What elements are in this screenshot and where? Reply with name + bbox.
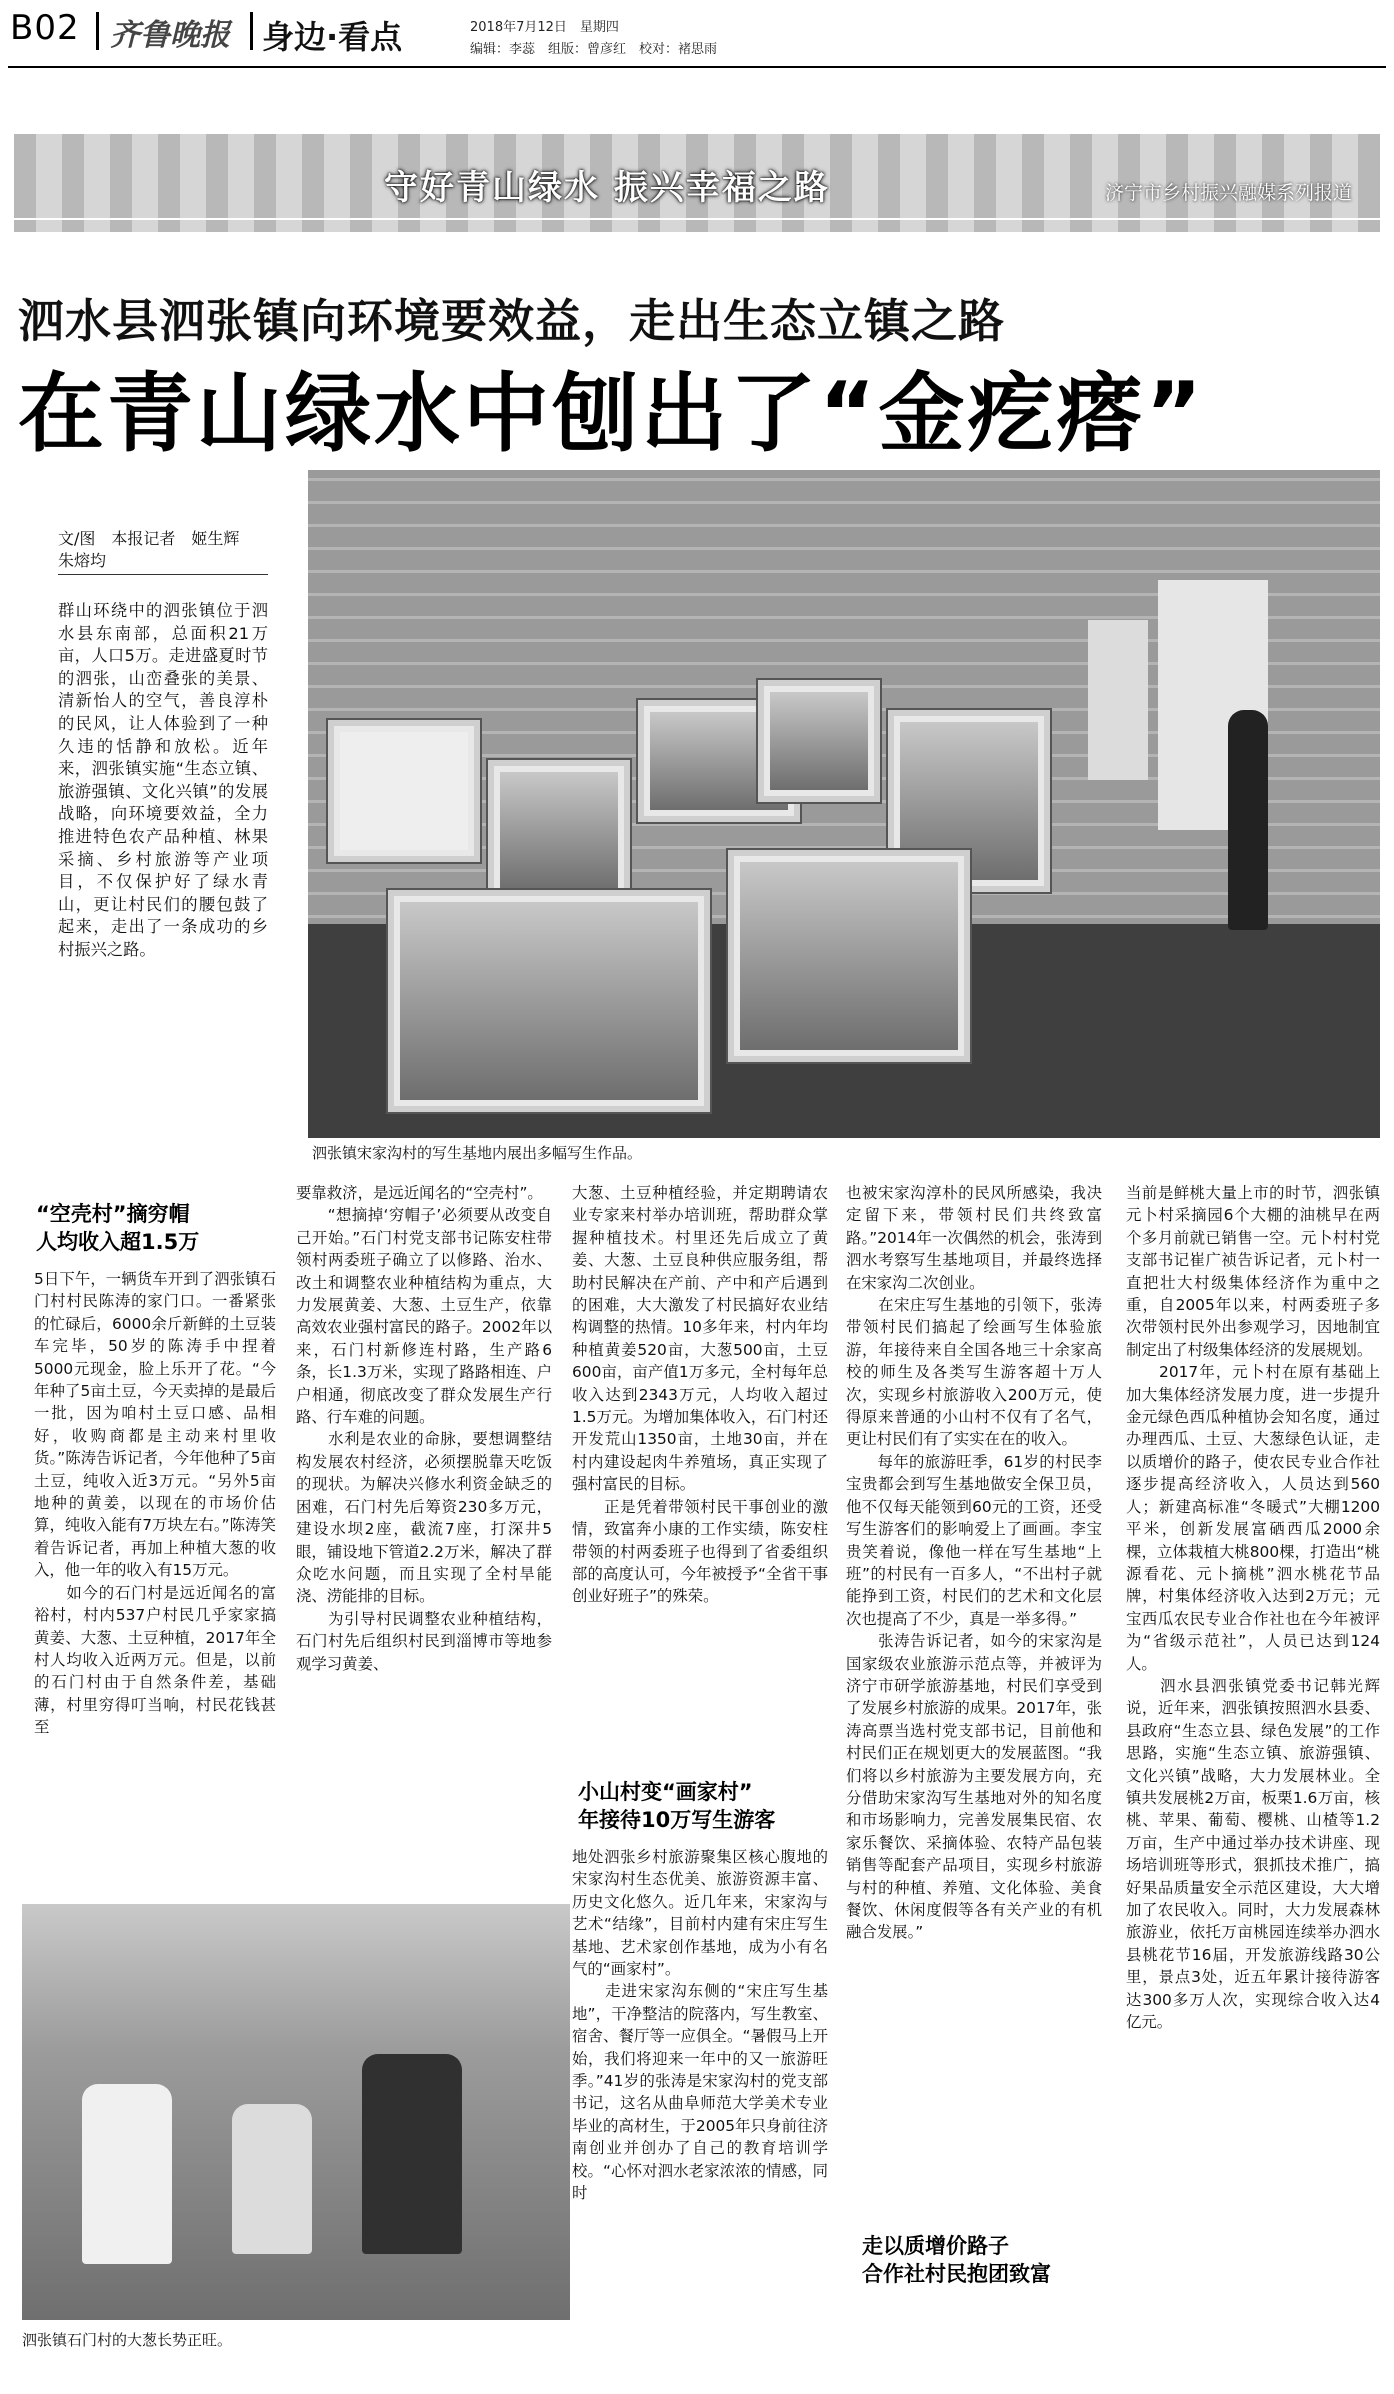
body-column: 也被宋家沟淳朴的民风所感染，我决定留下来，带领村民们共终致富路。”2014年一次偶然的机会，张涛到泗水考察写生基地项目，并最终选择在宋家沟二次创业。 在宋庄写生基地的引领下，张涛带领村民们搞起了绘画写生体验旅游，年接待来自全国各地三十余家高校的师生及各类写生游客超十万人次，实现乡村旅游收入200万元，使得原来普通的小山村不仅有了名气，更让村民们有了实实在在的收入。 每年的旅游旺季，61岁的村民李宝贵都会到写生基地做安全保卫员，他不仅每天能领到60元的工资，还受写生游客们的影响爱上了画画。李宝贵笑着说，像他一样在写生基地“上班”的村民有一百多人，“不出村子就能挣到工资，村民们的艺术和文化层次也提高了不少，真是一举多得。” 张涛告诉记者，如今的宋家沟是国家级农业旅游示范点等，并被评为济宁市研学旅游基地，村民们享受到了发展乡村旅游的成果。2017年，张涛高票当选村党支部书记，目前他和村民们正在规划更大的发展蓝图。“我们将以乡村旅游为主要发展方向，充分借助宋家沟写生基地对外的知名度和市场影响力，完善发展集民宿、农家乐餐饮、采摘体验、农特产品包装销售等配套产品项目，实现乡村旅游与村的种植、养殖、文化体验、美食餐饮、休闲度假等各有关产业的有机融合发展。”: [846, 1184, 1102, 1942]
article-headline: 在青山绿水中刨出了“金疙瘩”: [18, 364, 1206, 464]
farm-photo: [22, 1904, 570, 2320]
farmer-figure: [82, 2084, 172, 2264]
gallery-photo: [308, 470, 1380, 1138]
section-heading: 走以质增价路子 合作社村民抱团致富: [862, 2234, 1051, 2286]
body-column: 5日下午，一辆货车开到了泗张镇石门村村民陈涛的家门口。一番紧张的忙碌后，6000余斤新鲜的土豆装车完毕，50岁的陈涛手中捏着5000元现金，脸上乐开了花。“今年种了5亩土豆，今天卖掉的是最后一批，因为咱村土豆口感、品相好，收购商都是主动来村里收货。”陈涛告诉记者，今年他种了5亩土豆，纯收入近3万元。“另外5亩地种的黄姜，以现在的市场价估算，纯收入能有7万块左右。”陈涛笑着告诉记者，再加上种植大葱的收入，他一年的收入有15万元。 如今的石门村是远近闻名的富裕村，村内537户村民几乎家家搞黄姜、大葱、土豆种植，2017年全村人均收入近两万元。但是，以前的石门村由于自然条件差，基础薄，村里穷得叮当响，村民花钱甚至: [34, 1270, 276, 1737]
body-column: 要靠救济，是远近闻名的“空壳村”。 “想摘掉‘穷帽子’必须要从改变自己开始。”石门村党支部书记陈安柱带领村两委班子确立了以修路、治水、改土和调整农业种植结构为重点，大力发展黄姜、大葱、土豆生产，依靠高效农业强村富民的路子。2002年以来，石门村新修连村路，生产路6条，长1.3万米，实现了路路相连、户户相通，彻底改变了群众发展生产行路、行车难的问题。 水利是农业的命脉，要想调整结构发展农村经济，必须摆脱靠天吃饭的现状。为解决兴修水利资金缺乏的困难，石门村先后筹资230多万元，建设水坝2座，截流7座，打深井5眼，铺设地下管道2.2万米，解决了群众吃水问题，而且实现了全村旱能浇、涝能排的目标。 为引导村民调整农业种植结构，石门村先后组织村民到淄博市等地参观学习黄姜、: [296, 1184, 552, 1673]
painting-frame: [328, 720, 480, 862]
banner-line: [14, 218, 1380, 220]
article-subheadline: 泗水县泗张镇向环境要效益，走出生态立镇之路: [18, 294, 1005, 348]
lead-paragraph: 群山环绕中的泗张镇位于泗水县东南部，总面积21万亩，人口5万。走进盛夏时节的泗张，山峦叠张的美景、清新怡人的空气，善良淳朴的民风，让人体验到了一种久违的恬静和放松。近年来，泗张镇实施“生态立镇、旅游强镇、文化兴镇”的发展战略，向环境要效益，全力推进特色农产品种植、林果采摘、乡村旅游等产业项目，不仅保护好了绿水青山，更让村民们的腰包鼓了起来，走出了一条成功的乡村振兴之路。: [58, 601, 268, 959]
photo-caption: 泗张镇石门村的大葱长势正旺。: [22, 2331, 233, 2349]
farmer-figure: [232, 2104, 312, 2254]
painting-frame: [728, 850, 970, 1062]
series-banner: [14, 134, 1380, 232]
body-column: 地处泗张乡村旅游聚集区核心腹地的宋家沟村生态优美、旅游资源丰富、历史文化悠久。近几年来，宋家沟与艺术“结缘”，目前村内建有宋庄写生基地、艺术家创作基地，成为小有名气的“画家村”。 走进宋家沟东侧的“宋庄写生基地”，干净整洁的院落内，写生教室、宿舍、餐厅等一应俱全。“暑假马上开始，我们将迎来一年中的又一旅游旺季。”41岁的张涛是宋家沟村的党支部书记，这名从曲阜师范大学美术专业毕业的高材生，于2005年只身前往济南创业并创办了自己的教育培训学校。“心怀对泗水老家浓浓的情感，同时: [572, 1848, 828, 2203]
byline: 文/图 本报记者 姬生辉 朱熔均: [58, 529, 256, 570]
masthead-divider: [96, 12, 99, 50]
masthead-rule: [8, 66, 1386, 68]
painting-frame: [388, 890, 710, 1112]
doorway: [1088, 620, 1148, 780]
masthead: [0, 0, 1394, 62]
masthead-divider: [250, 12, 253, 50]
banner-series-name: 济宁市乡村振兴融媒系列报道: [1104, 182, 1352, 204]
body-column: 当前是鲜桃大量上市的时节，泗张镇元卜村采摘园6个大棚的油桃早在两个多月前就已销售一空。元卜村村党支部书记崔广祯告诉记者，元卜村一直把壮大村级集体经济作为重中之重，自2005年以来，村两委班子多次带领村民外出参观学习，因地制宜制定出了村级集体经济的发展规划。 2017年，元卜村在原有基础上加大集体经济发展力度，进一步提升金元绿色西瓜种植协会知名度，通过办理西瓜、土豆、大葱绿色认证，走以质增价的路子，使农民专业合作社逐步提高经济收入，人员达到560人；新建高标准“冬暖式”大棚1200平米，创新发展富硒西瓜2000余棵，立体栽植大桃800棵，打造出“桃源看花、元卜摘桃”泗水桃花节品牌，村集体经济收入达到2万元；元宝西瓜农民专业合作社也在今年被评为“省级示范社”，人员已达到124人。 泗水县泗张镇党委书记韩光辉说，近年来，泗张镇按照泗水县委、县政府“生态立县、绿色发展”的工作思路，实施“生态立镇、旅游强镇、文化兴镇”战略，大力发展林业。全镇共发展桃2万亩，板栗1.6万亩，核桃、苹果、葡萄、樱桃、山楂等1.2万亩，生产中通过举办技术讲座、现场培训班等形式，狠抓技术推广，搞好果品质量安全示范区建设，大大增加了农民收入。同时，大力发展森林旅游业，依托万亩桃园连续举办泗水县桃花节16届，开发旅游线路30公里，景点3处，近五年累计接待游客达300多万人次，实现综合收入达4亿元。: [1126, 1184, 1380, 2032]
byline-rule: [58, 574, 268, 575]
painting-frame: [758, 680, 880, 802]
section-heading: “空壳村”摘穷帽 人均收入超1.5万: [36, 1202, 200, 1254]
banner-slogan: 守好青山绿水 振兴幸福之路: [384, 168, 830, 208]
farmer-figure: [362, 2054, 462, 2254]
newspaper-logo: 齐鲁晚报: [110, 18, 230, 53]
section-title: 身边·看点: [262, 18, 403, 56]
section-heading: 小山村变“画家村” 年接待10万写生游客: [578, 1780, 776, 1832]
painting-frame: [488, 760, 630, 902]
staff-line: 编辑：李蕊 组版：曾彦红 校对：褚思雨: [470, 42, 718, 57]
page-number: B02: [10, 8, 80, 48]
visitor-figure: [1228, 710, 1268, 930]
photo-caption: 泗张镇宋家沟村的写生基地内展出多幅写生作品。: [312, 1144, 643, 1162]
body-column: 大葱、土豆种植经验，并定期聘请农业专家来村举办培训班，帮助群众掌握种植技术。村里还先后成立了黄姜、大葱、土豆良种供应服务组，帮助村民解决在产前、产中和产后遇到的困难，大大激发了村民搞好农业结构调整的热情。10多年来，村内年均种植黄姜520亩，大葱500亩，土豆600亩，亩产值1万多元，全村每年总收入达到2343万元，人均收入超过1.5万元。为增加集体收入，石门村还开发荒山1350亩，土地30亩，并在村内建设起肉牛养殖场，真正实现了强村富民的目标。 正是凭着带领村民干事创业的激情，致富奔小康的工作实绩，陈安柱带领的村两委班子也得到了省委组织部的高度认可，今年被授予“全省干事创业好班子”的殊荣。: [572, 1184, 828, 1606]
date-line: 2018年7月12日 星期四: [470, 20, 619, 35]
